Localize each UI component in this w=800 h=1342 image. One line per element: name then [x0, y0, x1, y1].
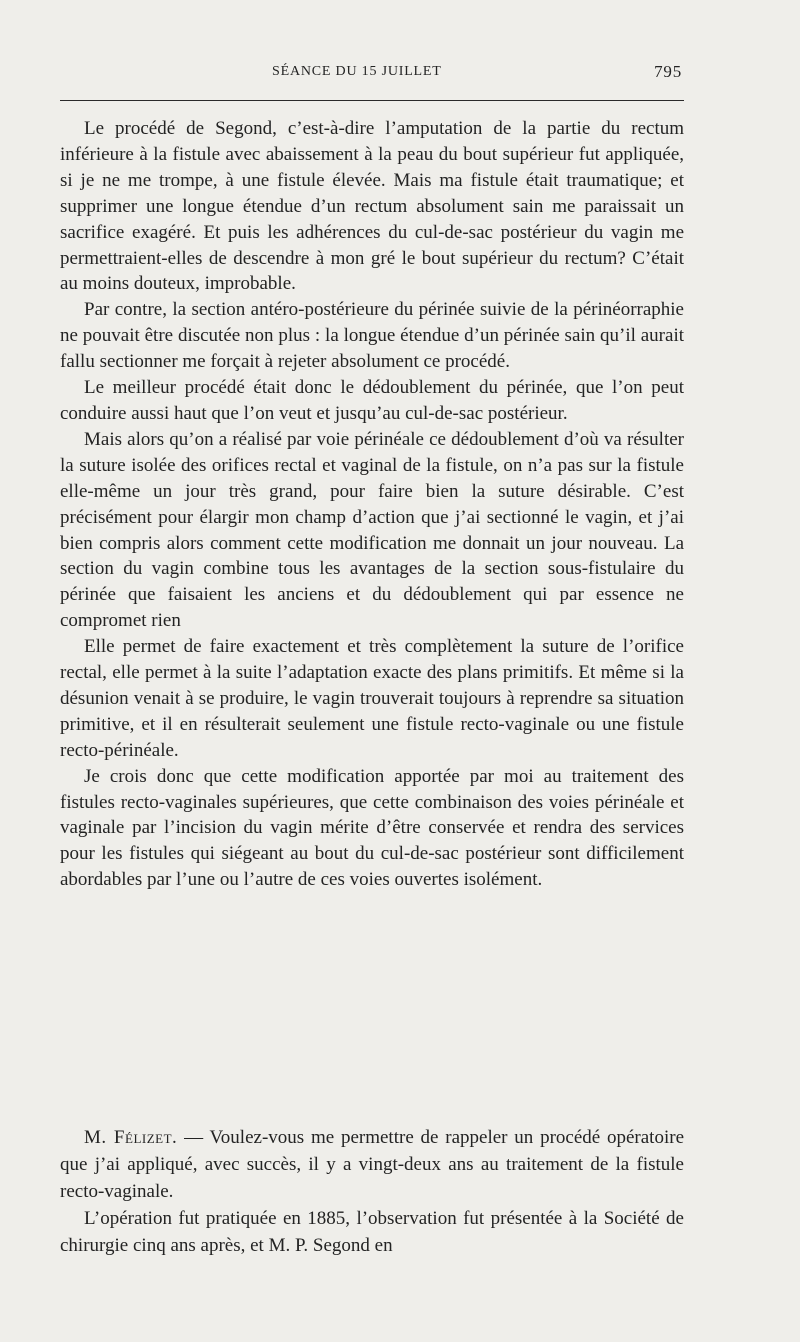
- main-text: [60, 116, 684, 893]
- running-title: SÉANCE DU 15 JUILLET: [272, 64, 442, 79]
- intervention-text: — Voulez-vous me permettre de rappeler un procédé opératoire que j’ai appliqué, avec succès, il y a vingt-deux ans au traitement de la fistule recto-vaginale.: [60, 1127, 684, 1202]
- paragraph-perineal-section: Par contre, la section antéro-postérieure du périnée suivie de la périnéorraphie ne pouvait être discutée non plus : la longue étendue d’un périnée sain qu’il aurait fallu sectionner me forçait à rejeter absolument ce procédé.: [60, 299, 684, 373]
- page-header: [60, 62, 684, 86]
- header-rule: [60, 100, 684, 101]
- paragraph-felizet: [60, 1124, 684, 1205]
- paragraph-operation-1885: L’opération fut pratiquée en 1885, l’observation fut présentée à la Société de chirurgie cinq ans après, et M. P. Segond en: [60, 1208, 684, 1256]
- paragraph-segond-procedure: Le procédé de Segond, c’est-à-dire l’amputation de la partie du rectum inférieure à la fistule avec abaissement à la peau du bout supérieur fut appliquée, si je ne me trompe, à une fistule élevée. Mais ma fistule était traumatique; et supprimer une longue étendue d’un rectum absolument sain me paraissait un sacrifice exagéré. Et puis les adhérences du cul-de-sac postérieur du vagin me permettraient-elles de descendre à mon gré le bout supérieur du rectum? C’était au moins douteux, improbable.: [60, 118, 684, 295]
- paragraph-suture: Elle permet de faire exactement et très complètement la suture de l’orifice rectal, elle permet à la suite l’adaptation exacte des plans primitifs. Et même si la désunion venait à se produire, le vagin trouverait toujours à reprendre sa situation primitive, et il en résulterait seulement une fistule recto-vaginale ou une fistule recto-périnéale.: [60, 636, 684, 761]
- paragraph-conclusion: Je crois donc que cette modification apportée par moi au traitement des fistules recto-vaginales supérieures, que cette combinaison des voies périnéale et vaginale par l’incision du vagin mérite d’être conservée et rendra des services pour les fistules qui siégeant au bout du cul-de-sac postérieur sont difficilement abordables par l’une ou l’autre de ces voies ouvertes isolément.: [60, 765, 684, 891]
- speaker-name: M. Félizet.: [84, 1127, 178, 1148]
- felizet-intervention: [60, 1124, 684, 1259]
- page-number: 795: [654, 62, 682, 81]
- paragraph-dedoublement: Le meilleur procédé était donc le dédoublement du périnée, que l’on peut conduire aussi haut que l’on veut et jusqu’au cul-de-sac postérieur.: [60, 377, 684, 424]
- paragraph-vaginal-section: Mais alors qu’on a réalisé par voie périnéale ce dédoublement d’où va résulter la suture isolée des orifices rectal et vaginal de la fistule, on n’a pas sur la fistule elle-même un jour très grand, pour faire bien la suture désirable. C’est précisément pour élargir mon champ d’action que j’ai sectionné le vagin, et j’ai bien compris alors comment cette modification me donnait un jour nouveau. La section du vagin combine tous les avantages de la section sous-fistulaire du périnée que faisaient les anciens et du dédoublement qui par essence ne compromet rien: [60, 428, 684, 632]
